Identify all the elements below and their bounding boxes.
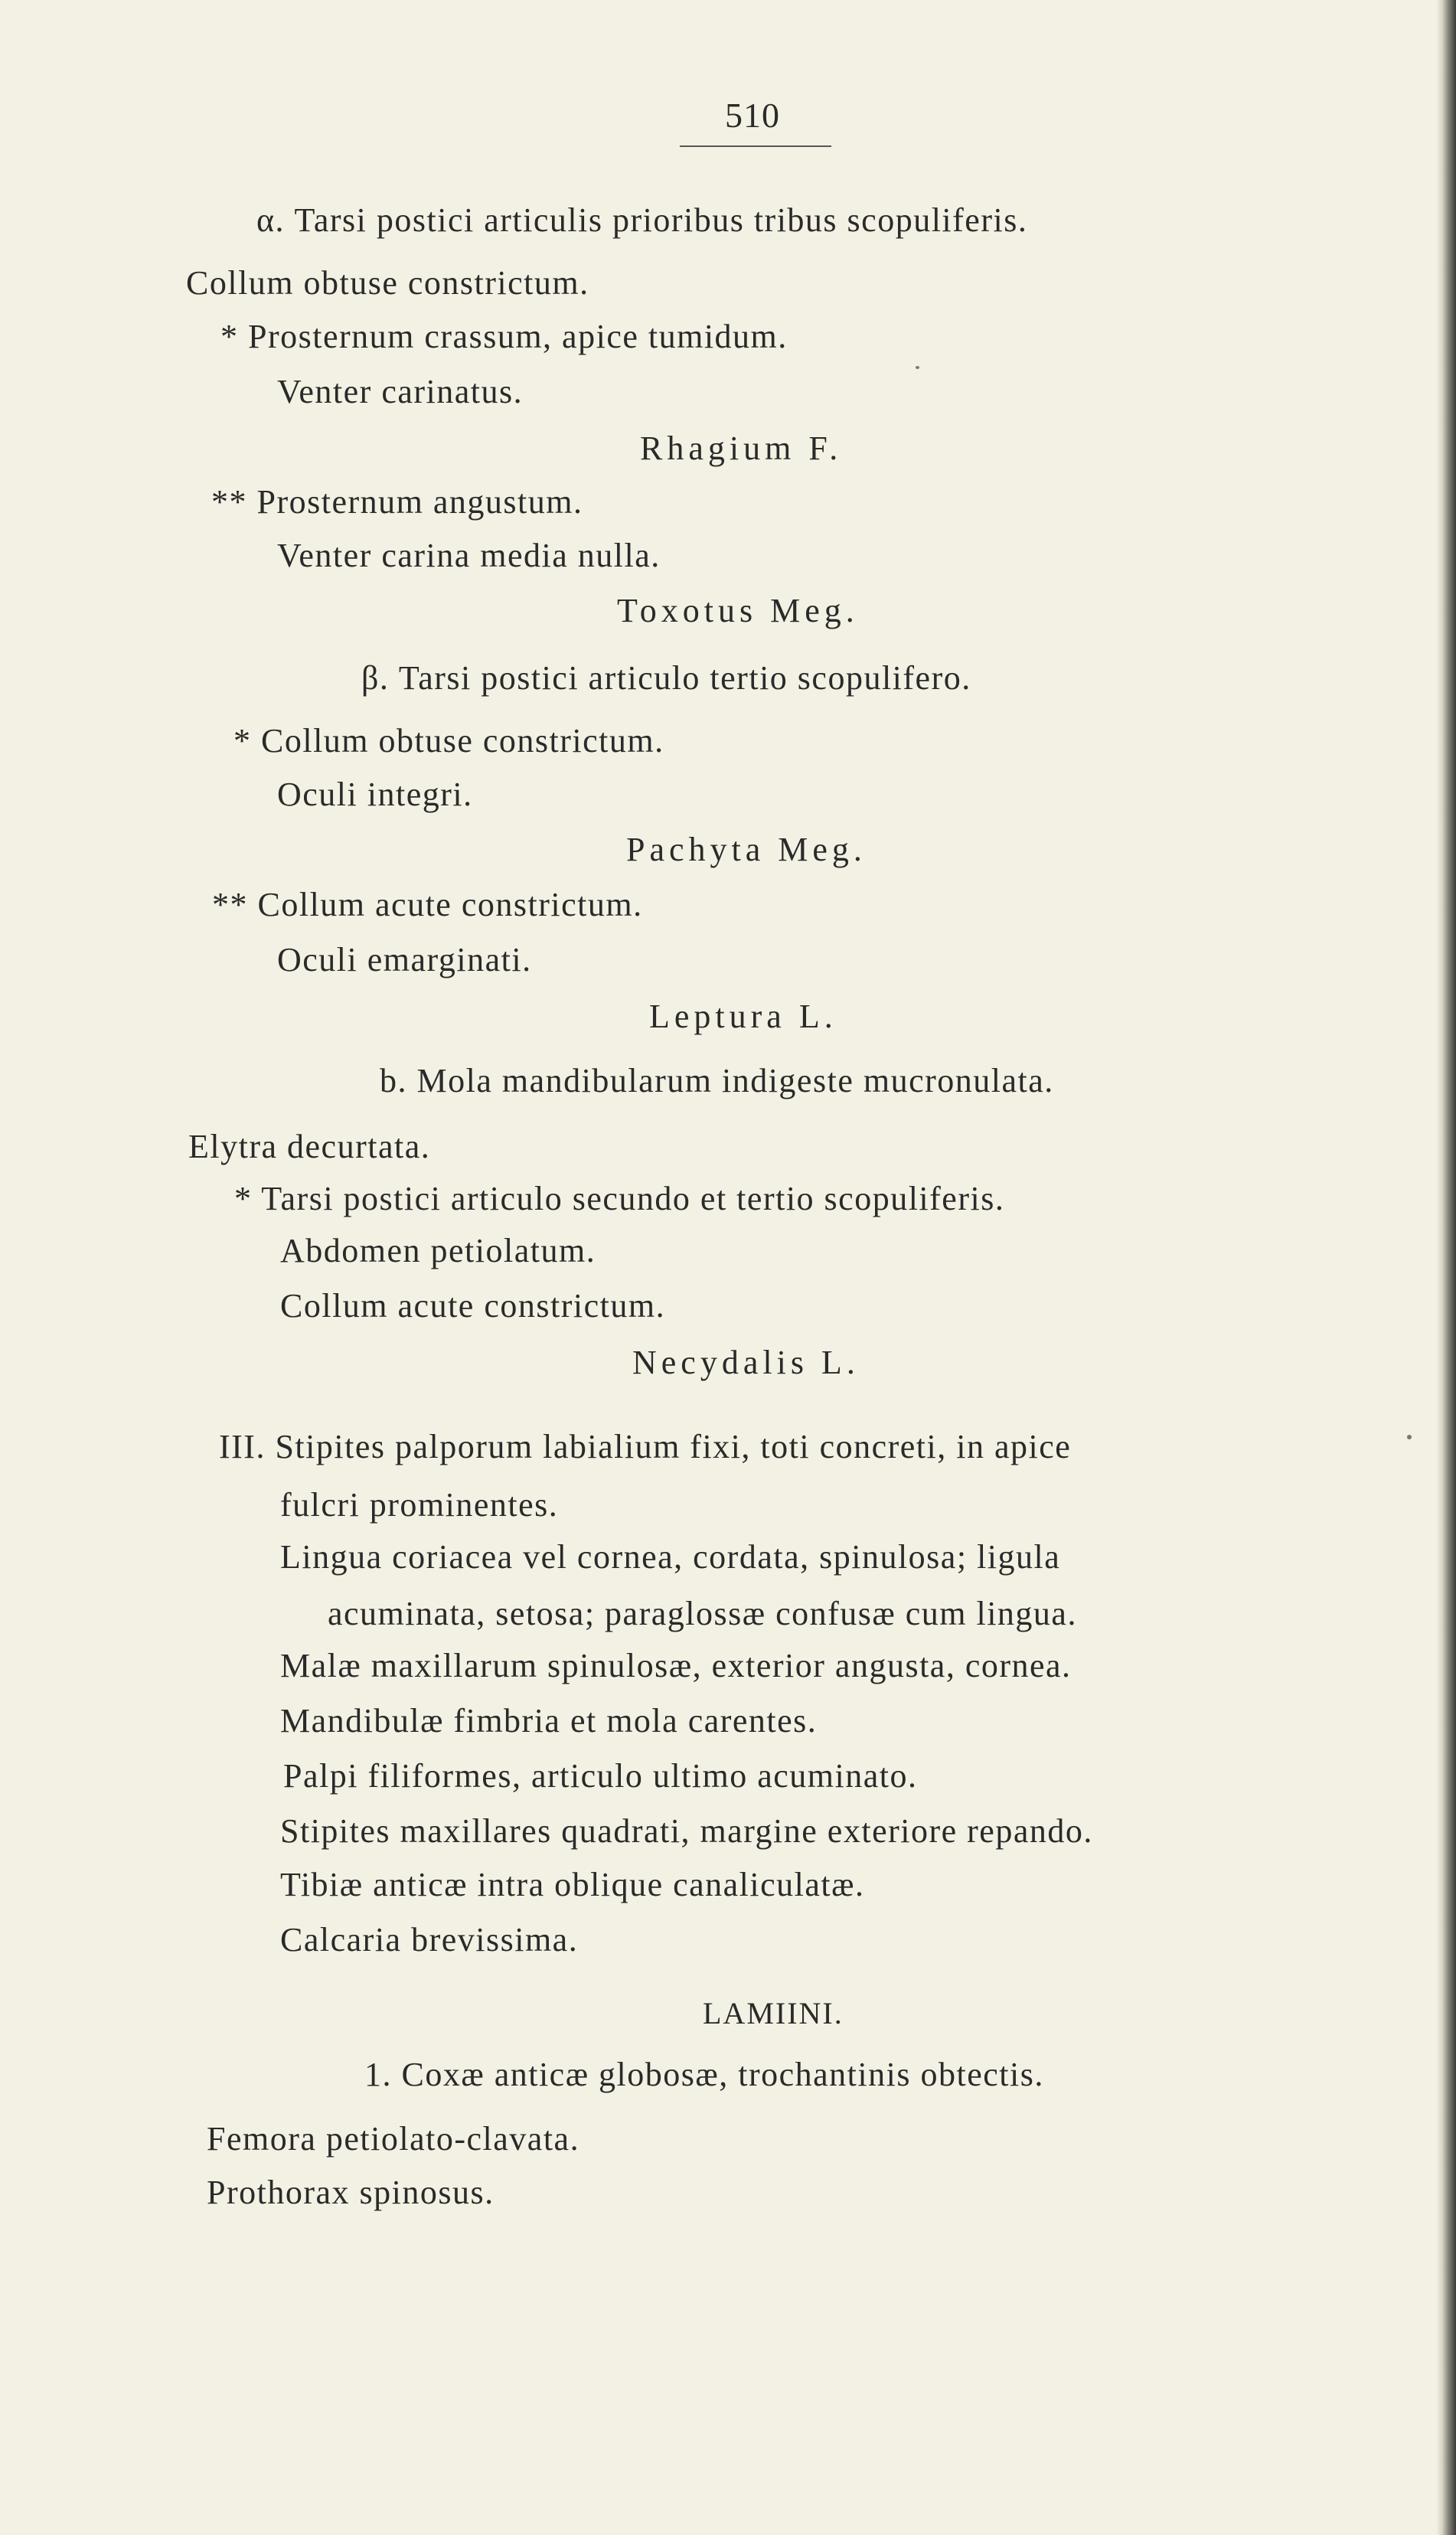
page-number: 510 xyxy=(725,96,780,135)
iii-tibiae: Tibiæ anticæ intra oblique canaliculatæ. xyxy=(280,1866,865,1903)
iii-lingua: Lingua coriacea vel cornea, cordata, spinulosa; ligula xyxy=(280,1538,1061,1576)
beta-oculi-1: Oculi integri. xyxy=(277,776,473,813)
b-abdomen: Abdomen petiolatum. xyxy=(280,1232,596,1269)
alpha-heading: α. Tarsi postici articulis prioribus tribus scopuliferis. xyxy=(256,201,1028,239)
genus-toxotus: Toxotus Meg. xyxy=(617,592,859,629)
iii-fulcri: fulcri prominentes. xyxy=(280,1486,559,1524)
beta-oculi-2: Oculi emarginati. xyxy=(277,941,532,978)
iii-acuminata: acuminata, setosa; paraglossæ confusæ cum lingua. xyxy=(328,1595,1077,1632)
genus-leptura: Leptura L. xyxy=(649,998,837,1035)
iii-mandibulae: Mandibulæ fimbria et mola carentes. xyxy=(280,1702,818,1740)
alpha-venter-2: Venter carina media nulla. xyxy=(277,537,661,574)
b-elytra: Elytra decurtata. xyxy=(188,1128,431,1165)
alpha-star-1: * Prosternum crassum, apice tumidum. xyxy=(220,318,788,355)
iii-malae: Malæ maxillarum spinulosæ, exterior angusta, cornea. xyxy=(280,1647,1072,1684)
b-collum: Collum acute constrictum. xyxy=(280,1287,666,1325)
beta-heading: β. Tarsi postici articulo tertio scopulifero. xyxy=(361,659,971,697)
binding-edge xyxy=(1436,0,1456,2535)
page-number-rule xyxy=(680,145,831,147)
alpha-star-2: ** Prosternum angustum. xyxy=(211,483,583,521)
genus-rhagium: Rhagium F. xyxy=(640,430,843,467)
b-star-1: * Tarsi postici articulo secundo et tertio scopuliferis. xyxy=(234,1180,1005,1217)
b-heading: b. Mola mandibularum indigeste mucronulata. xyxy=(380,1062,1054,1099)
beta-star-1: * Collum obtuse constrictum. xyxy=(233,722,664,760)
lamiini-1: 1. Coxæ anticæ globosæ, trochantinis obtectis. xyxy=(364,2056,1044,2093)
iii-heading: III. Stipites palporum labialium fixi, toti concreti, in apice xyxy=(219,1428,1072,1465)
lamiini-prothorax: Prothorax spinosus. xyxy=(207,2174,495,2211)
paper-speck xyxy=(916,366,919,369)
genus-necydalis: Necydalis L. xyxy=(632,1344,860,1381)
paper-speck xyxy=(1407,1435,1412,1439)
alpha-collum: Collum obtuse constrictum. xyxy=(186,264,589,302)
lamiini-title: LAMIINI. xyxy=(703,1996,844,2030)
genus-pachyta: Pachyta Meg. xyxy=(626,831,867,868)
alpha-venter-1: Venter carinatus. xyxy=(277,373,524,410)
iii-calcaria: Calcaria brevissima. xyxy=(280,1921,579,1958)
iii-stipites: Stipites maxillares quadrati, margine exteriore repando. xyxy=(280,1812,1093,1850)
beta-star-2: ** Collum acute constrictum. xyxy=(212,886,643,923)
iii-palpi: Palpi filiformes, articulo ultimo acuminato. xyxy=(283,1757,918,1795)
lamiini-femora: Femora petiolato-clavata. xyxy=(207,2120,580,2158)
